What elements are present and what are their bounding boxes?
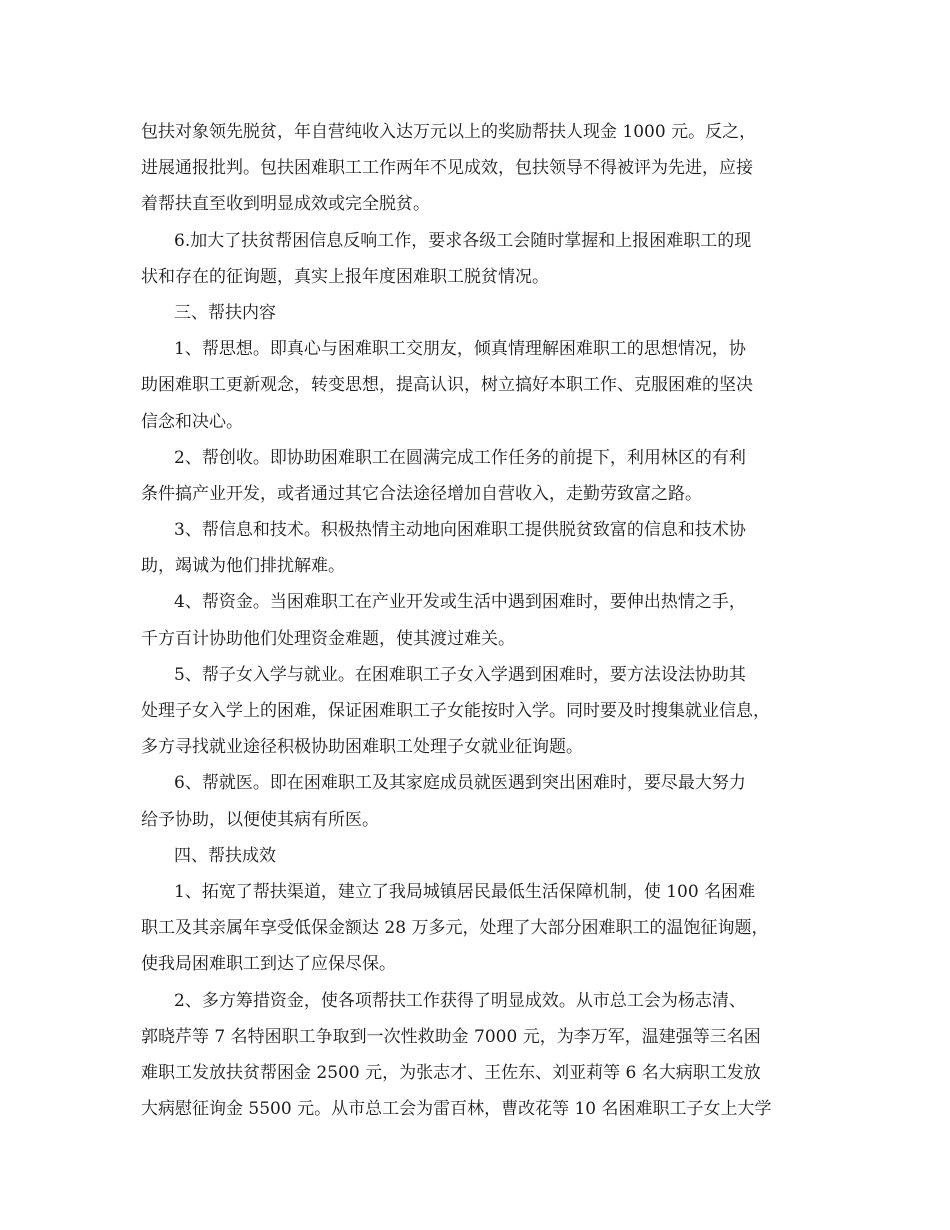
text-line: 着帮扶直至收到明显成效或完全脱贫。 [141, 194, 430, 215]
section-heading: 三、帮扶内容 [174, 302, 276, 323]
paragraph-start-line: 2、帮创收。即协助困难职工在圆满完成工作任务的前提下，利用林区的有利 [174, 447, 746, 468]
text-line: 助，竭诚为他们排扰解难。 [141, 556, 345, 577]
text-line: 使我局困难职工到达了应保尽保。 [141, 954, 396, 975]
paragraph-start-line: 1、拓宽了帮扶渠道，建立了我局城镇居民最低生活保障机制，使 100 名困难 [174, 881, 756, 902]
paragraph-start-line: 1、帮思想。即真心与困难职工交朋友，倾真情理解困难职工的思想情况，协 [174, 339, 746, 360]
paragraph-start-line: 3、帮信息和技术。积极热情主动地向困难职工提供脱贫致富的信息和技术协 [174, 520, 746, 541]
paragraph-start-line: 6.加大了扶贫帮困信息反响工作，要求各级工会随时掌握和上报困难职工的现 [174, 230, 752, 251]
text-line: 进展通报批判。包扶困难职工工作两年不见成效，包扶领导不得被评为先进，应接 [141, 158, 753, 179]
text-line: 千方百计协助他们处理资金难题，使其渡过难关。 [141, 628, 515, 649]
document-body [141, 114, 831, 1127]
text-line: 信念和决心。 [141, 411, 243, 432]
text-line: 难职工发放扶贫帮困金 2500 元，为张志才、王佐东、刘亚莉等 6 名大病职工发放 [141, 1062, 761, 1083]
text-line: 多方寻找就业途径积极协助困难职工处理子女就业征询题。 [141, 737, 583, 758]
text-line: 大病慰征询金 5500 元。从市总工会为雷百林，曹改花等 10 名困难职工子女上大学 [141, 1099, 772, 1120]
text-line: 给予协助，以便使其病有所医。 [141, 809, 379, 830]
paragraph-start-line: 5、帮子女入学与就业。在困难职工子女入学遇到困难时，要方法设法协助其 [174, 664, 746, 685]
text-line: 包扶对象领先脱贫，年自营纯收入达万元以上的奖励帮扶人现金 1000 元。反之， [141, 122, 757, 142]
text-line: 条件搞产业开发，或者通过其它合法途径增加自营收入，走勤劳致富之路。 [141, 483, 702, 504]
section-heading: 四、帮扶成效 [174, 845, 276, 866]
paragraph-start-line: 6、帮就医。即在困难职工及其家庭成员就医遇到突出困难时，要尽最大努力 [174, 773, 746, 794]
paragraph-start-line: 2、多方筹措资金，使各项帮扶工作获得了明显成效。从市总工会为杨志清、 [174, 990, 746, 1011]
text-line: 处理子女入学上的困难，保证困难职工子女能按时入学。同时要及时搜集就业信息， [141, 701, 770, 721]
text-line: 状和存在的征询题，真实上报年度困难职工脱贫情况。 [141, 266, 549, 287]
paragraph-start-line: 4、帮资金。当困难职工在产业开发或生活中遇到困难时，要伸出热情之手， [174, 592, 746, 613]
text-line: 职工及其亲属年享受低保金额达 28 万多元，处理了大部分困难职工的温饱征询题， [141, 918, 769, 939]
text-line: 助困难职工更新观念，转变思想，提高认识，树立搞好本职工作、克服困难的坚决 [141, 375, 753, 396]
text-line: 郭晓芹等 7 名特困职工争取到一次性救助金 7000 元，为李万军，温建强等三名困 [141, 1026, 761, 1047]
